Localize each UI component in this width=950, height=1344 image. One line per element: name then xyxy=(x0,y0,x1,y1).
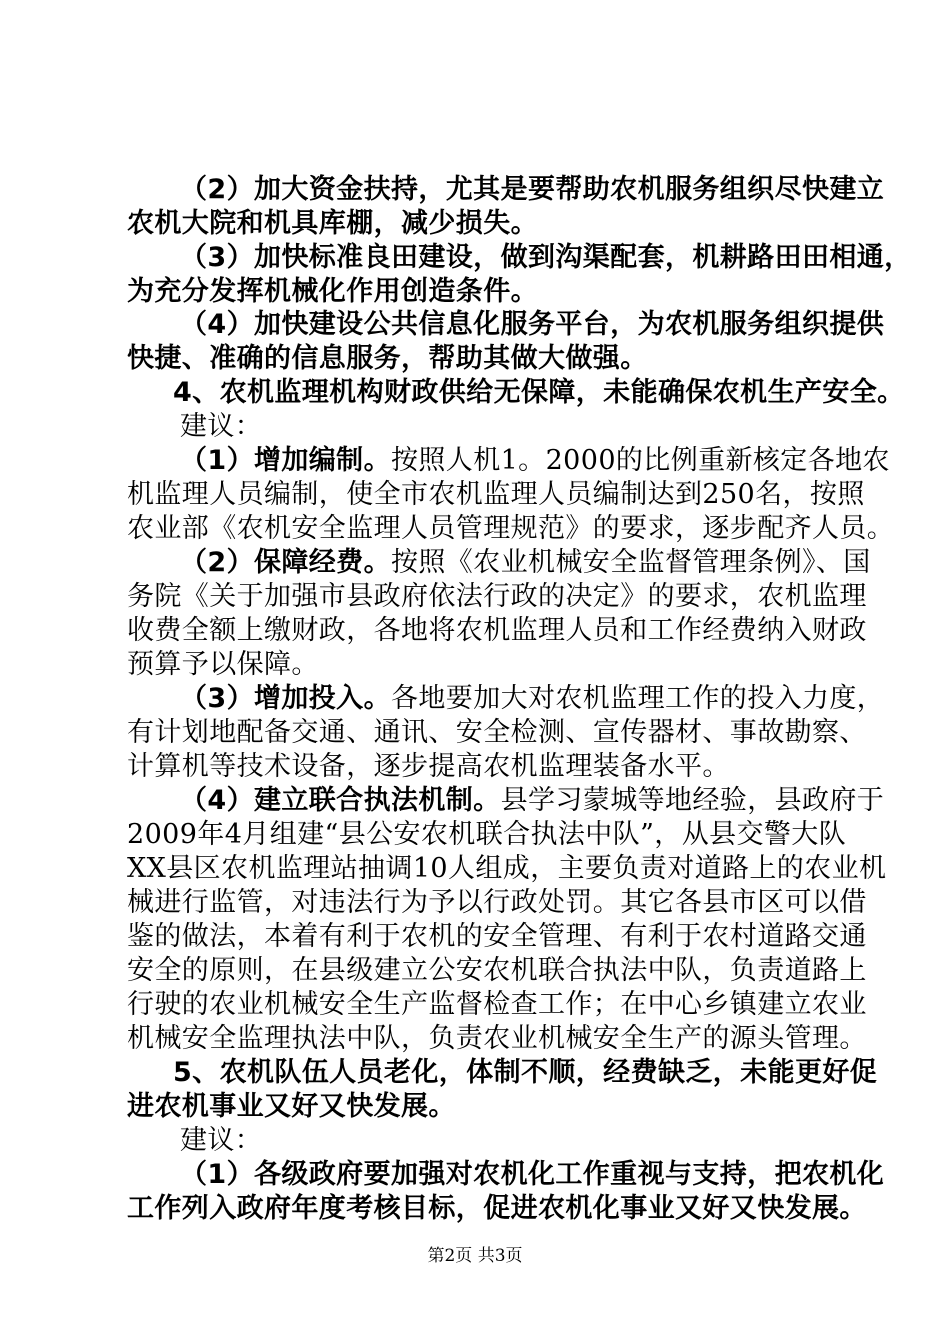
paragraph-line: 计算机等技术设备，逐步提高农机监理装备水平。 xyxy=(127,751,730,782)
paragraph-line: （4）加快建设公共信息化服务平台，为农机服务组织提供 xyxy=(180,309,885,340)
paragraph-line: （1）各级政府要加强对农机化工作重视与支持，把农机化 xyxy=(180,1159,885,1190)
item-title: （3）增加投入。 xyxy=(180,683,391,714)
section-heading: 4、农机监理机构财政供给无保障，未能确保农机生产安全。 xyxy=(173,377,905,408)
paragraph-line: 械进行监管，对违法行为予以行政处罚。其它各县市区可以借 xyxy=(127,887,867,918)
paragraph-line xyxy=(180,784,900,818)
paragraph-line: 2009年4月组建“县公安农机联合执法中队”，从县交警大队 xyxy=(127,819,847,850)
paragraph-line: 进农机事业又好又快发展。 xyxy=(127,1091,456,1122)
paragraph-line: 收费全额上缴财政，各地将农机监理人员和工作经费纳入财政 xyxy=(127,615,867,646)
paragraph-line: （2）加大资金扶持，尤其是要帮助农机服务组织尽快建立 xyxy=(180,174,885,205)
suggestion-label: 建议： xyxy=(180,411,263,442)
paragraph-line: 机监理人员编制，使全市农机监理人员编制达到250名，按照 xyxy=(127,479,865,510)
paragraph-line: 行驶的农业机械安全生产监督检查工作；在中心乡镇建立农业 xyxy=(127,989,867,1020)
item-title: （1）增加编制。 xyxy=(180,445,391,476)
paragraph-line: 务院《关于加强市县政府依法行政的决定》的要求，农机监理 xyxy=(127,581,867,612)
paragraph-line: 鉴的做法，本着有利于农机的安全管理、有利于农村道路交通 xyxy=(127,921,867,952)
paragraph-line: 预算予以保障。 xyxy=(127,649,319,680)
page-footer: 第2页 共3页 xyxy=(427,1246,523,1266)
paragraph-line xyxy=(180,682,900,716)
suggestion-label: 建议： xyxy=(180,1125,263,1156)
paragraph-line: （3）加快标准良田建设，做到沟渠配套，机耕路田田相通， xyxy=(180,242,912,273)
paragraph-line: 为充分发挥机械化作用创造条件。 xyxy=(127,276,538,307)
item-text: 县学习蒙城等地经验，县政府于 xyxy=(500,785,885,816)
paragraph-line: 安全的原则，在县级建立公安农机联合执法中队，负责道路上 xyxy=(127,955,867,986)
paragraph-line: 机械安全监理执法中队，负责农业机械安全生产的源头管理。 xyxy=(127,1023,867,1054)
paragraph-line: 有计划地配备交通、通讯、安全检测、宣传器材、事故勘察、 xyxy=(127,717,867,748)
section-heading: 5、农机队伍人员老化，体制不顺，经费缺乏，未能更好促 xyxy=(173,1057,878,1088)
item-text: 按照人机1。2000的比例重新核定各地农 xyxy=(391,445,890,476)
item-text: 按照《农业机械安全监督管理条例》、国 xyxy=(391,547,871,578)
paragraph-line: 工作列入政府年度考核目标，促进农机化事业又好又快发展。 xyxy=(127,1193,867,1224)
item-title: （4）建立联合执法机制。 xyxy=(180,785,501,816)
paragraph-line: 快捷、准确的信息服务，帮助其做大做强。 xyxy=(127,343,648,374)
paragraph-line: 农业部《农机安全监理人员管理规范》的要求，逐步配齐人员。 xyxy=(127,513,895,544)
paragraph-line: 农机大院和机具库棚，减少损失。 xyxy=(127,208,538,239)
item-text: 各地要加大对农机监理工作的投入力度， xyxy=(391,683,885,714)
item-title: （2）保障经费。 xyxy=(180,547,391,578)
paragraph-line: XX县区农机监理站抽调10人组成，主要负责对道路上的农业机 xyxy=(127,853,887,884)
paragraph-line xyxy=(180,444,900,478)
paragraph-line xyxy=(180,546,900,580)
